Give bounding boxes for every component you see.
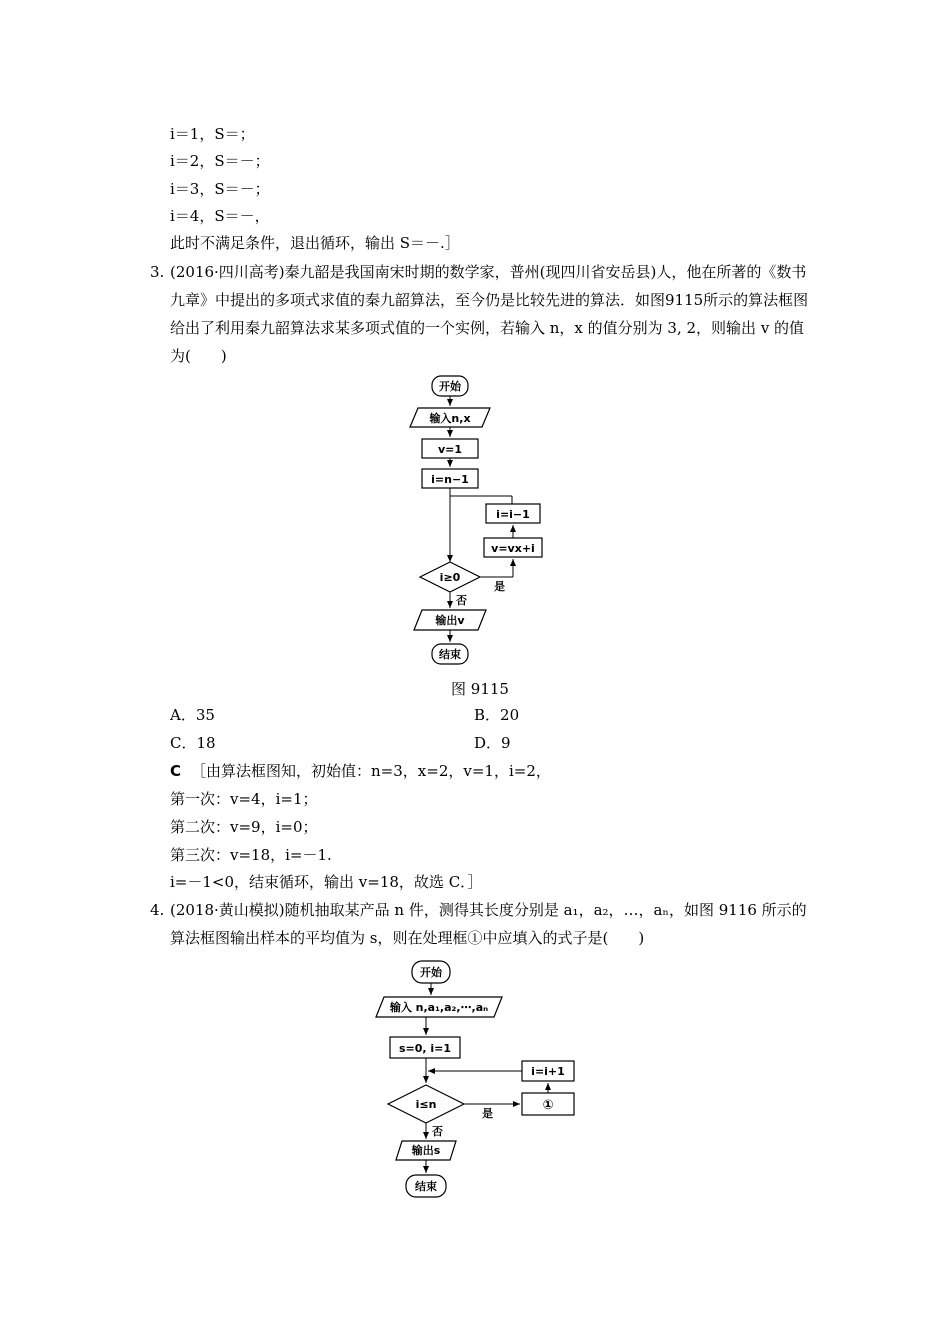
input-label-2: 输入 n,a₁,a₂,⋯,aₙ	[389, 1001, 489, 1014]
init-v-label: v=1	[437, 443, 463, 456]
decision-label-2: i≤n	[415, 1098, 437, 1111]
yes-label: 是	[494, 580, 505, 593]
no-label: 否	[456, 594, 467, 607]
q3-number: 3.	[150, 263, 165, 281]
init-label-2: s=0, i=1	[398, 1042, 452, 1055]
prev-solution-line-4: i＝4，S＝－，	[170, 207, 270, 225]
update-i-label: i=i−1	[496, 508, 530, 521]
update-i-label-2: i=i+1	[531, 1065, 565, 1078]
prev-solution-line-5: 此时不满足条件，退出循环，输出 S＝－.］	[170, 234, 460, 252]
q4-text: (2018·黄山模拟)随机抽取某产品 n 件，测得其长度分别是 a₁，a₂，…，aₙ，如图 9116 所示的算法框图输出样本的平均值为 s，则在处理框①中应填入的式子是( )	[170, 901, 807, 947]
start-label-2: 开始	[420, 966, 442, 979]
q3-solution-text-1: ［由算法框图知，初始值：n=3，x=2，v=1，i=2，	[191, 762, 551, 780]
decision-label: i≥0	[439, 571, 461, 584]
output-label: 输出v	[435, 614, 465, 627]
option-b: B．20	[474, 706, 520, 724]
option-a: A．35	[170, 706, 215, 724]
prev-solution-line-3: i＝3，S＝－；	[170, 180, 270, 198]
q3-solution-line-2: 第一次：v=4，i=1；	[170, 790, 318, 808]
start-label: 开始	[439, 380, 461, 393]
prev-solution-line-1: i＝1，S＝；	[170, 125, 255, 143]
no-label-2: 否	[432, 1125, 443, 1138]
flowchart-9116	[370, 955, 610, 1205]
q3-text: (2016·四川高考)秦九韶是我国南宋时期的数学家，普州(现四川省安岳县)人，他在所著的《数书九章》中提出的多项式求值的秦九韶算法，至今仍是比较先进的算法．如图9115所示的算法框图给出了利用秦九韶算法求某多项式值的一个实例，若输入 n，x 的值分别为 3, 2，则输出 v 的值为( )	[170, 263, 809, 365]
output-label-2: 输出s	[411, 1144, 441, 1157]
update-v-label: v=vx+i	[491, 542, 535, 555]
figure-caption-9115: 图 9115	[451, 680, 509, 698]
q3-solution-line-4: 第三次：v=18，i=－1.	[170, 846, 332, 864]
answer-letter: C	[170, 762, 182, 780]
q4-number: 4.	[150, 901, 165, 919]
input-label: 输入n,x	[429, 412, 471, 425]
q3-solution-line-1	[170, 761, 551, 781]
processing-box-1-label: ①	[542, 1098, 554, 1113]
end-label: 结束	[439, 648, 461, 661]
prev-solution-line-2: i＝2，S＝－；	[170, 152, 270, 170]
q3-solution-line-3: 第二次：v=9，i=0；	[170, 818, 318, 836]
option-d: D．9	[474, 734, 511, 752]
yes-label-2: 是	[482, 1107, 493, 1120]
flowchart-9115	[370, 372, 590, 672]
end-label-2: 结束	[415, 1180, 437, 1193]
q3-solution-line-5: i=－1<0，结束循环，输出 v=18，故选 C．］	[170, 873, 483, 891]
init-i-label: i=n−1	[431, 473, 469, 486]
option-c: C．18	[170, 734, 216, 752]
